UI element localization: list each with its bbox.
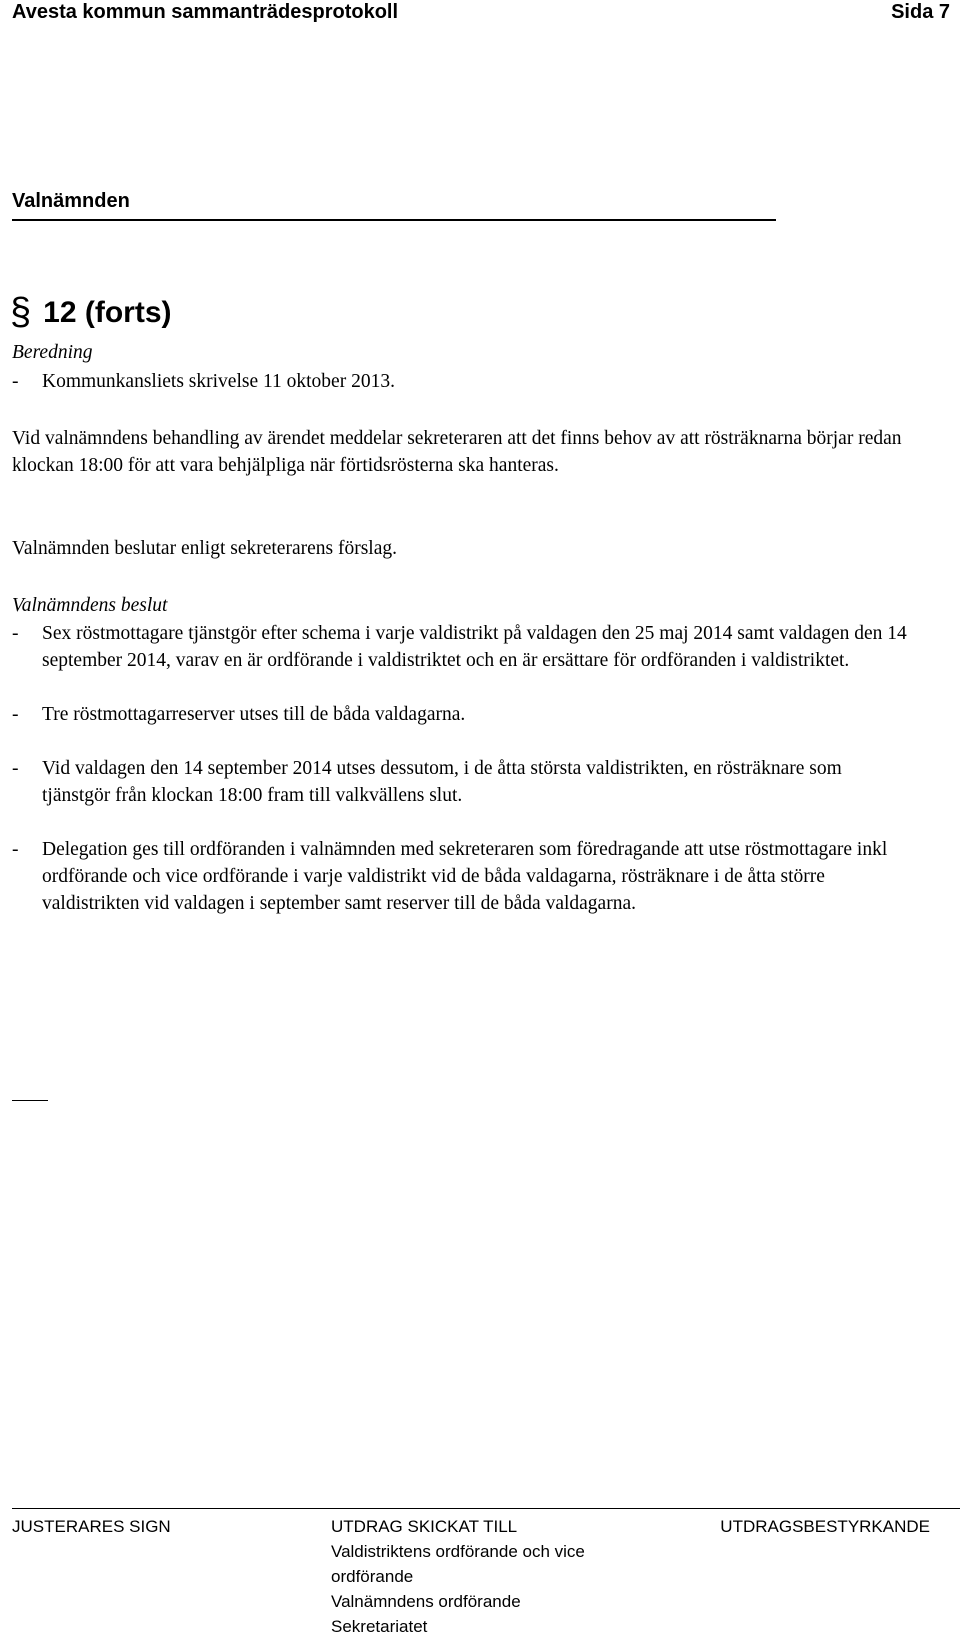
decision-statement: Valnämnden beslutar enligt sekreterarens förslag. (12, 538, 397, 559)
footer-distribution-line: Sekretariatet (331, 1617, 428, 1636)
committee-underline (12, 219, 776, 221)
discussion-paragraph: Vid valnämndens behandling av ärendet meddelar sekreteraren att det finns behov av att rösträknarna börjar redan klockan 18:00 för att vara behjälpliga när förtidsrösterna ska hanteras. (12, 428, 902, 476)
document-header-title: Avesta kommun sammanträdesprotokoll (12, 1, 399, 23)
preparation-list (12, 368, 912, 395)
footer-distribution-line: ordförande (331, 1567, 414, 1586)
footer-divider (12, 1508, 960, 1509)
decision-list (12, 620, 912, 917)
list-item: - Kommunkansliets skrivelse 11 oktober 2013. (12, 371, 395, 392)
list-item: - Tre röstmottagarreserver utses till de båda valdagarna. (12, 704, 466, 725)
preparation-label: Beredning (12, 342, 93, 363)
list-item: - Vid valdagen den 14 september 2014 utses dessutom, i de åtta största valdistrikten, en rösträknare som tjänstgör från klockan 18:00 fram till valkvällens slut. (12, 758, 842, 806)
section-heading (10, 292, 172, 331)
section-symbol: § (10, 291, 32, 333)
list-item: - Sex röstmottagare tjänstgör efter schema i varje valdistrikt på valdagen den 25 maj 2014 samt valdagen den 14 september 2014, varav en är ordförande i valdistriktet och en är ersättare för ordföranden i valdistriktet. (12, 623, 907, 671)
footer-distribution (331, 1514, 585, 1639)
footer-distribution-title: UTDRAG SKICKAT TILL (331, 1517, 518, 1536)
footer-distribution-line: Valnämndens ordförande (331, 1592, 521, 1611)
committee-name: Valnämnden (12, 190, 130, 212)
section-number: 12 (forts) (43, 296, 172, 329)
footer-distribution-line: Valdistriktens ordförande och vice (331, 1542, 585, 1561)
list-item: - Delegation ges till ordföranden i valnämnden med sekreteraren som föredragande att utse röstmottagare inkl ordförande och vice ordförande i varje valdistrikt vid de båda valdagarna, rösträknare i de åtta större valdistrikten vid valdagen i september samt reserver till de båda valdagarna. (12, 839, 888, 914)
footer-certification-label: UTDRAGSBESTYRKANDE (720, 1517, 930, 1536)
footer-signature-label: JUSTERARES SIGN (12, 1517, 171, 1536)
end-of-section-rule (12, 1100, 48, 1101)
decision-label: Valnämndens beslut (12, 595, 168, 616)
page-number: Sida 7 (891, 1, 950, 23)
